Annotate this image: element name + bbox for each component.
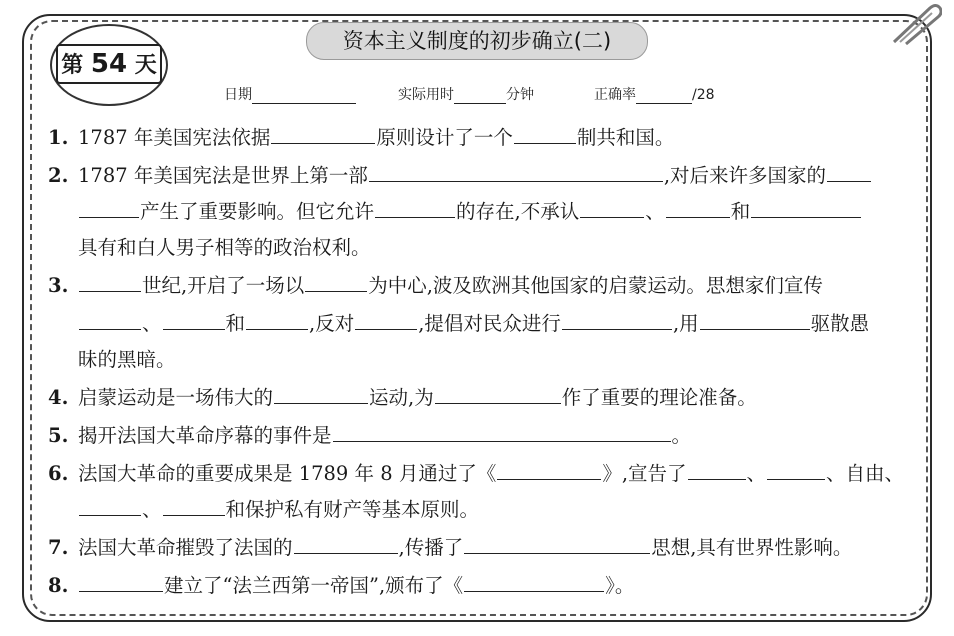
question-text: 产生了重要影响。但它允许 xyxy=(140,200,375,223)
question-text: 和 xyxy=(730,200,751,223)
time-blank[interactable] xyxy=(454,89,506,104)
date-label: 日期 xyxy=(224,87,252,103)
question-text: 运动,为 xyxy=(369,386,434,409)
question-text: 》。 xyxy=(605,574,635,597)
page-title: 资本主义制度的初步确立(二) xyxy=(306,22,648,60)
question-text: 1787 年美国宪法是世界上第一部 xyxy=(78,164,368,187)
day-suffix: 天 xyxy=(134,53,157,78)
question-6 xyxy=(48,456,914,492)
accuracy-field xyxy=(594,84,715,104)
question-text: 驱散愚 xyxy=(810,312,870,335)
question-text: 和 xyxy=(225,312,246,335)
question-text: 》,宣告了 xyxy=(602,462,687,485)
question-text: ,用 xyxy=(672,312,699,335)
paperclip-icon xyxy=(884,2,942,46)
answer-blank[interactable] xyxy=(294,531,398,554)
question-text: 建立了“法兰西第一帝国”,颁布了《 xyxy=(164,574,464,597)
answer-blank[interactable] xyxy=(375,195,455,218)
answer-blank[interactable] xyxy=(514,121,576,144)
question-number: 5. xyxy=(48,424,69,447)
day-badge xyxy=(50,38,168,90)
question-5 xyxy=(48,418,914,454)
answer-blank[interactable] xyxy=(79,269,141,292)
question-text: 作了重要的理论准备。 xyxy=(561,386,757,409)
answer-blank[interactable] xyxy=(271,121,375,144)
question-text: ,传播了 xyxy=(398,536,464,559)
question-text: 具有和白人男子相等的政治权利。 xyxy=(78,236,371,259)
time-unit: 分钟 xyxy=(506,87,534,103)
question-text: 。 xyxy=(671,424,692,447)
date-blank[interactable] xyxy=(252,89,356,104)
answer-blank[interactable] xyxy=(369,159,663,182)
answer-blank[interactable] xyxy=(246,307,308,330)
question-text: 世纪,开启了一场以 xyxy=(142,274,305,297)
answer-blank[interactable] xyxy=(435,381,561,404)
answer-blank[interactable] xyxy=(580,195,644,218)
answer-blank[interactable] xyxy=(79,195,139,218)
question-number: 6. xyxy=(48,462,69,485)
question-number: 2. xyxy=(48,164,69,187)
answer-blank[interactable] xyxy=(274,381,368,404)
answer-blank[interactable] xyxy=(333,419,671,442)
question-text: 、自由、 xyxy=(826,462,905,485)
question-2 xyxy=(48,158,914,194)
answer-blank[interactable] xyxy=(305,269,367,292)
answer-blank[interactable] xyxy=(163,493,225,516)
question-text: 思想,具有世界性影响。 xyxy=(651,536,853,559)
question-text: 法国大革命摧毁了法国的 xyxy=(78,536,293,559)
question-text: 的存在,不承认 xyxy=(456,200,580,223)
question-3 xyxy=(48,268,914,304)
question-text: 为中心,波及欧洲其他国家的启蒙运动。思想家们宣传 xyxy=(368,274,823,297)
answer-blank[interactable] xyxy=(79,493,141,516)
question-text: ,提倡对民众进行 xyxy=(418,312,561,335)
date-field xyxy=(224,84,356,104)
question-text: 、 xyxy=(645,200,665,223)
answer-blank[interactable] xyxy=(751,195,861,218)
answer-blank[interactable] xyxy=(700,307,810,330)
question-number: 8. xyxy=(48,574,69,597)
time-label: 实际用时 xyxy=(398,87,454,103)
answer-blank[interactable] xyxy=(827,159,871,182)
answer-blank[interactable] xyxy=(464,569,604,592)
question-3-line-3 xyxy=(48,342,914,378)
question-6-line-2 xyxy=(48,492,914,528)
question-2-line-2 xyxy=(48,194,914,230)
time-field xyxy=(398,84,534,104)
answer-blank[interactable] xyxy=(767,457,825,480)
question-text: 、 xyxy=(142,312,162,335)
question-text: ,对后来许多国家的 xyxy=(663,164,827,187)
answer-blank[interactable] xyxy=(497,457,601,480)
accuracy-total: /28 xyxy=(692,87,715,103)
question-text: 、 xyxy=(142,498,162,521)
question-number: 7. xyxy=(48,536,69,559)
question-text: 、 xyxy=(746,462,767,485)
answer-blank[interactable] xyxy=(688,457,746,480)
question-4 xyxy=(48,380,914,416)
accuracy-label: 正确率 xyxy=(594,87,636,103)
question-text: 制共和国。 xyxy=(576,126,675,149)
question-text: 原则设计了一个 xyxy=(376,126,513,149)
answer-blank[interactable] xyxy=(163,307,225,330)
question-text: 法国大革命的重要成果是 1789 年 8 月通过了《 xyxy=(78,462,497,485)
question-1 xyxy=(48,120,914,156)
accuracy-blank[interactable] xyxy=(636,89,692,104)
question-text: 1787 年美国宪法依据 xyxy=(78,126,271,149)
question-number: 3. xyxy=(48,274,69,297)
day-number: 54 xyxy=(90,49,128,79)
question-text: 揭开法国大革命序幕的事件是 xyxy=(78,424,332,447)
answer-blank[interactable] xyxy=(79,569,163,592)
question-number: 4. xyxy=(48,386,69,409)
answer-blank[interactable] xyxy=(464,531,650,554)
question-number: 1. xyxy=(48,126,69,149)
day-label xyxy=(56,44,162,84)
question-3-line-2 xyxy=(48,306,914,342)
question-7 xyxy=(48,530,914,566)
question-text: 和保护私有财产等基本原则。 xyxy=(225,498,480,521)
question-text: 昧的黑暗。 xyxy=(78,348,176,371)
answer-blank[interactable] xyxy=(666,195,730,218)
day-prefix: 第 xyxy=(61,53,84,78)
question-2-line-3 xyxy=(48,230,914,266)
question-text: ,反对 xyxy=(309,312,355,335)
answer-blank[interactable] xyxy=(79,307,141,330)
answer-blank[interactable] xyxy=(562,307,672,330)
answer-blank[interactable] xyxy=(355,307,417,330)
question-8 xyxy=(48,568,914,604)
question-text: 启蒙运动是一场伟大的 xyxy=(78,386,274,409)
